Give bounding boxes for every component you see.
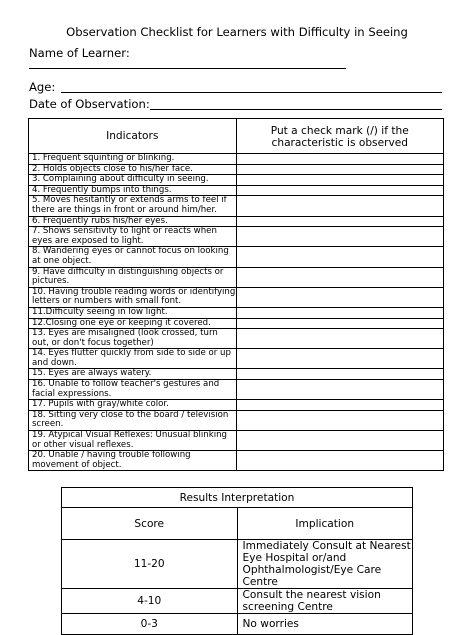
checklist-row — [29, 431, 444, 451]
results-caption: Results Interpretation — [62, 488, 413, 508]
checklist-row — [29, 287, 444, 307]
check-mark-cell[interactable] — [236, 287, 444, 307]
checklist-row — [29, 349, 444, 369]
checklist-row — [29, 196, 444, 216]
results-caption-row — [62, 488, 413, 508]
indicator-cell: 11.Difficulty seeing in low light. — [29, 307, 237, 318]
indicator-cell: 2. Holds objects close to his/her face. — [29, 164, 237, 175]
implication-cell: No worries — [237, 614, 413, 635]
check-mark-cell[interactable] — [236, 196, 444, 216]
indicator-cell: 17. Pupils with gray/white color. — [29, 400, 237, 411]
checklist-row — [29, 329, 444, 349]
indicator-cell: 1. Frequent squinting or blinking. — [29, 154, 237, 165]
implication-header: Implication — [237, 508, 413, 540]
check-mark-cell[interactable] — [236, 318, 444, 329]
document-title: Observation Checklist for Learners with Difficulty in Seeing — [66, 25, 408, 39]
check-mark-cell[interactable] — [236, 410, 444, 430]
name-field[interactable] — [29, 68, 346, 69]
checklist-header-row — [29, 119, 444, 154]
checklist-row — [29, 267, 444, 287]
score-cell: 0-3 — [62, 614, 238, 635]
check-mark-cell[interactable] — [236, 380, 444, 400]
age-label: Age: — [29, 80, 56, 94]
results-row — [62, 540, 413, 589]
check-mark-cell[interactable] — [236, 247, 444, 267]
indicator-cell: 10. Having trouble reading words or identifying letters or numbers with small font. — [29, 287, 237, 307]
results-row — [62, 614, 413, 635]
indicator-cell: 19. Atypical Visual Reflexes: Unusual blinking or other visual reflexes. — [29, 431, 237, 451]
indicator-cell: 13. Eyes are misaligned (look crossed, turn out, or don't focus together) — [29, 329, 237, 349]
indicator-cell: 4. Frequently bumps into things. — [29, 185, 237, 196]
indicator-cell: 6. Frequently rubs his/her eyes. — [29, 216, 237, 227]
indicator-cell: 5. Moves hesitantly or extends arms to feel if there are things in front or around him/her. — [29, 196, 237, 216]
check-mark-cell[interactable] — [236, 307, 444, 318]
check-mark-cell[interactable] — [236, 369, 444, 380]
check-mark-cell[interactable] — [236, 164, 444, 175]
checklist-row — [29, 410, 444, 430]
indicator-cell: 15. Eyes are always watery. — [29, 369, 237, 380]
age-field[interactable] — [61, 92, 442, 93]
results-interpretation-table — [61, 487, 413, 635]
date-label: Date of Observation: — [29, 97, 150, 111]
indicator-cell: 8. Wandering eyes or cannot focus on looking at one object. — [29, 247, 237, 267]
checklist-row — [29, 307, 444, 318]
observation-checklist-table — [28, 118, 444, 471]
checklist-row — [29, 185, 444, 196]
indicator-cell: 3. Complaining about difficulty in seeing. — [29, 175, 237, 186]
checklist-row — [29, 216, 444, 227]
indicator-cell: 18. Sitting very close to the board / television screen. — [29, 410, 237, 430]
indicator-cell: 7. Shows sensitivity to light or reacts when eyes are exposed to light. — [29, 227, 237, 247]
indicator-cell: 12.Closing one eye or keeping it covered. — [29, 318, 237, 329]
date-field[interactable] — [150, 109, 442, 110]
indicator-cell: 16. Unable to follow teacher's gestures and facial expressions. — [29, 380, 237, 400]
check-mark-cell[interactable] — [236, 267, 444, 287]
checklist-row — [29, 369, 444, 380]
checklist-row — [29, 380, 444, 400]
check-mark-cell[interactable] — [236, 154, 444, 165]
indicator-cell: 20. Unable / having trouble following movement of object. — [29, 451, 237, 471]
score-cell: 11-20 — [62, 540, 238, 589]
check-mark-cell[interactable] — [236, 400, 444, 411]
results-row — [62, 589, 413, 614]
checklist-row — [29, 164, 444, 175]
check-mark-cell[interactable] — [236, 431, 444, 451]
checklist-row — [29, 227, 444, 247]
check-mark-cell[interactable] — [236, 349, 444, 369]
name-label: Name of Learner: — [29, 46, 130, 60]
checklist-row — [29, 154, 444, 165]
indicator-cell: 14. Eyes flutter quickly from side to side or up and down. — [29, 349, 237, 369]
checklist-row — [29, 451, 444, 471]
indicator-cell: 9. Have difficulty in distinguishing objects or pictures. — [29, 267, 237, 287]
check-mark-cell[interactable] — [236, 175, 444, 186]
check-mark-cell[interactable] — [236, 185, 444, 196]
check-mark-cell[interactable] — [236, 451, 444, 471]
check-mark-cell[interactable] — [236, 329, 444, 349]
implication-cell: Consult the nearest vision screening Centre — [237, 589, 413, 614]
indicators-header: Indicators — [29, 119, 237, 154]
checklist-body — [29, 154, 444, 471]
implication-cell: Immediately Consult at Nearest Eye Hospital or/and Ophthalmologist/Eye Care Centre — [237, 540, 413, 589]
score-header: Score — [62, 508, 238, 540]
checklist-row — [29, 318, 444, 329]
check-mark-cell[interactable] — [236, 227, 444, 247]
score-cell: 4-10 — [62, 589, 238, 614]
check-mark-cell[interactable] — [236, 216, 444, 227]
check-mark-header: Put a check mark (/) if the characteristic is observed — [236, 119, 444, 154]
results-header-row — [62, 508, 413, 540]
checklist-row — [29, 175, 444, 186]
checklist-row — [29, 400, 444, 411]
checklist-row — [29, 247, 444, 267]
